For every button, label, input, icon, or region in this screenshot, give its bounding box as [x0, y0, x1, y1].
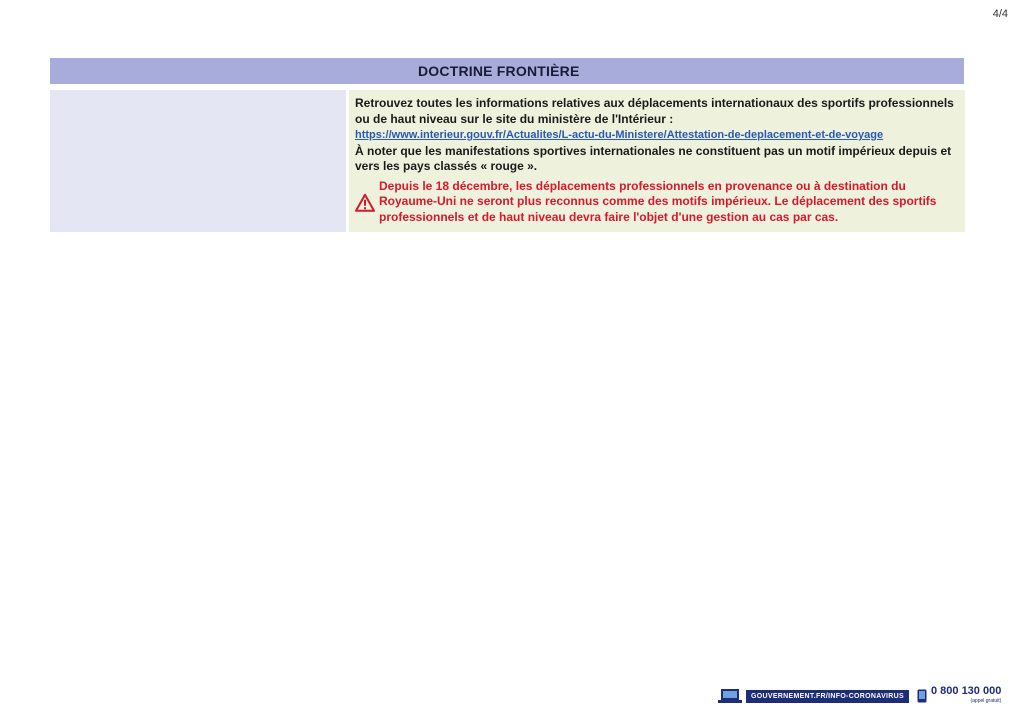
- footer: [718, 686, 1001, 706]
- interieur-link[interactable]: https://www.interieur.gouv.fr/Actualites/L-actu-du-Ministere/Attestation-de-deplacement-et-de-voyage: [355, 129, 884, 141]
- note-text: À noter que les manifestations sportives internationales ne constituent pas un motif impérieux depuis et vers les pays classés « rouge ».: [355, 143, 952, 173]
- website-badge[interactable]: GOUVERNEMENT.FR/INFO-CORONAVIRUS: [746, 690, 909, 703]
- warning-text: Depuis le 18 décembre, les déplacements professionnels en provenance ou à destination du Royaume-Uni ne seront plus reconnus comme des motifs impérieux. Le déplacement des sportifs professionnels et de haut niveau devra faire l'objet d'une gestion au cas par cas.: [379, 178, 937, 224]
- section-title: DOCTRINE FRONTIÈRE: [418, 63, 580, 79]
- phone-note: (appel gratuit): [970, 698, 1002, 704]
- phone-box: [931, 686, 1001, 706]
- phone-number[interactable]: 0 800 130 000: [930, 685, 1002, 697]
- phone-icon: [917, 689, 927, 703]
- page-number: 4/4: [992, 8, 1008, 20]
- intro-text: Retrouvez toutes les informations relatives aux déplacements internationaux des sportifs professionnels ou de haut niveau sur le site du ministère de l'Intérieur :: [355, 96, 954, 126]
- table-right-cell: [349, 90, 965, 232]
- table-left-cell: [50, 90, 346, 232]
- laptop-icon: [718, 688, 742, 704]
- section-header: [50, 58, 964, 84]
- warning-block: [355, 179, 959, 226]
- warning-triangle-icon: [355, 180, 375, 226]
